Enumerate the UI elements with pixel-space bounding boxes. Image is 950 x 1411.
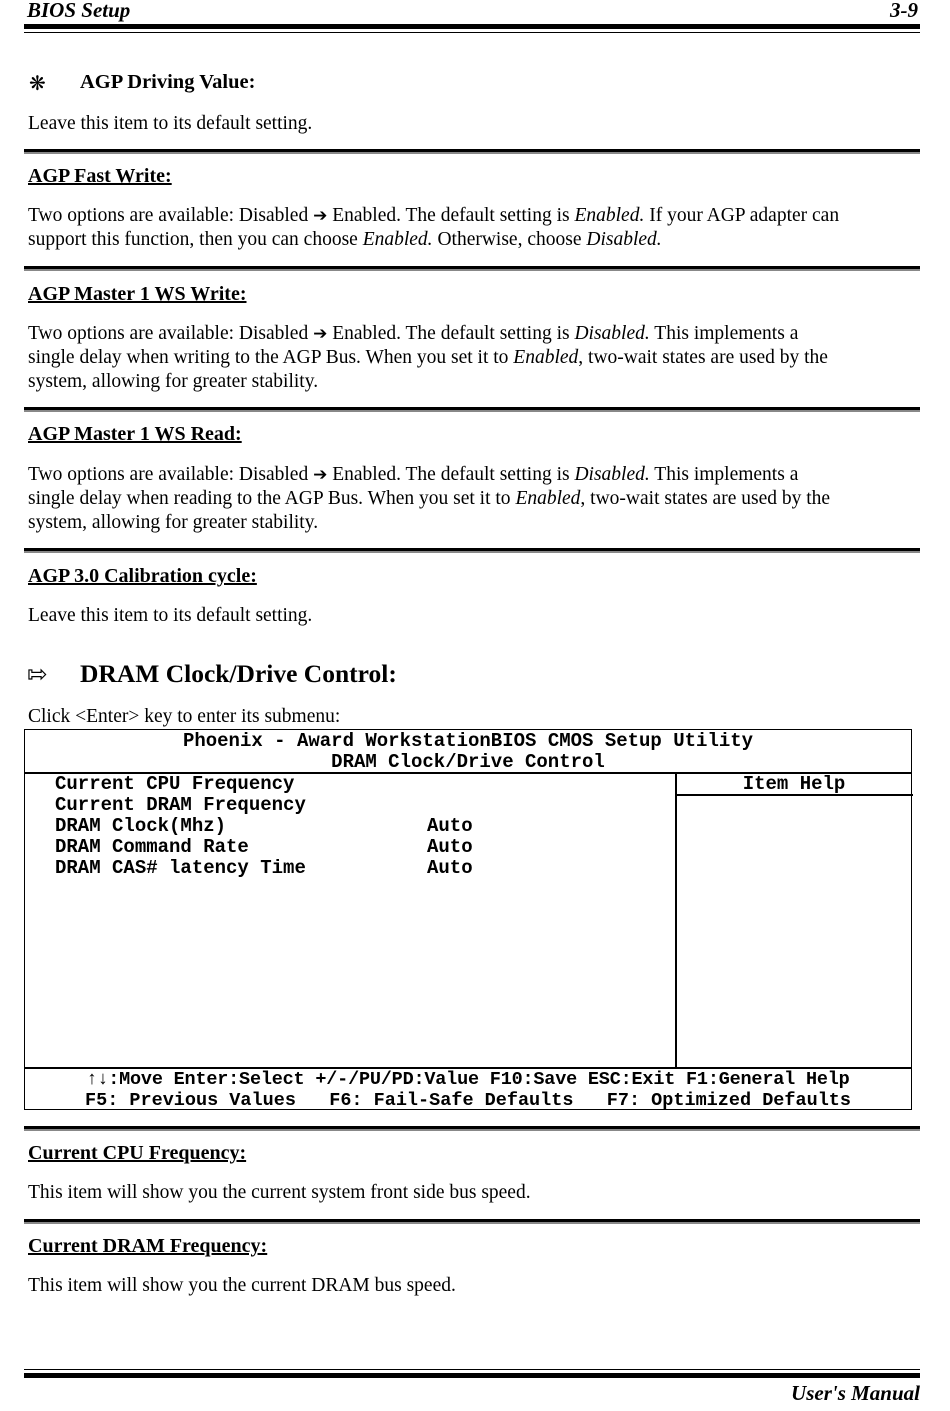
section-divider [24, 149, 920, 154]
dram-control-title: DRAM Clock/Drive Control: [80, 659, 397, 688]
bios-screen [24, 729, 912, 1110]
bios-item-value[interactable]: Auto [427, 857, 473, 879]
bios-item-value[interactable]: Auto [427, 815, 473, 837]
current-dram-title: Current DRAM Frequency: [28, 1235, 268, 1257]
section-divider [24, 548, 920, 553]
right-arrow-icon: ➔ [313, 465, 328, 485]
footer-manual-title: User's Manual [791, 1381, 920, 1405]
bios-item-label[interactable]: DRAM CAS# latency Time [55, 857, 306, 879]
section-divider [24, 407, 920, 412]
bios-item-label[interactable]: Current CPU Frequency [55, 773, 295, 795]
header-rule [24, 24, 920, 29]
agp-calibration-text: Leave this item to its default setting. [28, 605, 313, 626]
agp-master-write-text: Two options are available: Disabled ➔ Enabled. The default setting is Disabled. This implements a single delay when writing to the AGP Bus. When you set it to Enabled, two-wait states are used by the system, allowing for greater stability. [28, 323, 828, 392]
bios-item-label[interactable]: DRAM Command Rate [55, 836, 249, 858]
asterisk-bullet-icon: ❋ [29, 71, 46, 95]
current-cpu-title: Current CPU Frequency: [28, 1142, 247, 1164]
right-arrow-icon: ➔ [313, 324, 328, 344]
bios-key-help-line1: ↑↓:Move Enter:Select +/-/PU/PD:Value F10:Save ESC:Exit F1:General Help [86, 1069, 850, 1090]
agp-calibration-title: AGP 3.0 Calibration cycle: [28, 565, 257, 587]
dram-control-intro: Click <Enter> key to enter its submenu: [28, 706, 341, 727]
agp-fast-write-title: AGP Fast Write: [28, 165, 172, 187]
agp-driving-title: AGP Driving Value: [80, 71, 256, 93]
current-cpu-text: This item will show you the current system front side bus speed. [28, 1182, 531, 1203]
section-divider [24, 1219, 920, 1224]
bios-item-value[interactable]: Auto [427, 836, 473, 858]
agp-master-read-title: AGP Master 1 WS Read: [28, 423, 242, 445]
item-help-heading: Item Help [742, 773, 846, 795]
right-arrow-icon: ➔ [313, 206, 328, 226]
bios-item-label[interactable]: Current DRAM Frequency [55, 794, 306, 816]
footer-rule [24, 1373, 920, 1378]
page-number: 3-9 [890, 0, 918, 22]
bios-subtitle: DRAM Clock/Drive Control [331, 751, 605, 773]
footer-rule-thin [24, 1369, 920, 1370]
header-rule-thin [24, 32, 920, 33]
submenu-arrow-icon: ⇰ [27, 660, 48, 688]
bios-title: Phoenix - Award WorkstationBIOS CMOS Setup Utility [182, 730, 754, 752]
current-dram-text: This item will show you the current DRAM bus speed. [28, 1275, 456, 1296]
section-divider [24, 266, 920, 271]
section-divider [24, 1126, 920, 1131]
agp-driving-text: Leave this item to its default setting. [28, 113, 313, 134]
agp-master-read-text: Two options are available: Disabled ➔ Enabled. The default setting is Disabled. This implements a single delay when reading to the AGP Bus. When you set it to Enabled, two-wait states are used by the system, allowing for greater stability. [28, 464, 831, 533]
running-header-title: BIOS Setup [27, 0, 131, 22]
bios-key-help-line2: F5: Previous Values F6: Fail-Safe Defaults F7: Optimized Defaults [84, 1090, 852, 1111]
agp-master-write-title: AGP Master 1 WS Write: [28, 283, 247, 305]
agp-fast-write-text: Two options are available: Disabled ➔ Enabled. The default setting is Enabled. If your AGP adapter can support this function, then you can choose Enabled. Otherwise, choose Disabled. [28, 205, 840, 250]
bios-item-label[interactable]: DRAM Clock(Mhz) [55, 815, 227, 837]
